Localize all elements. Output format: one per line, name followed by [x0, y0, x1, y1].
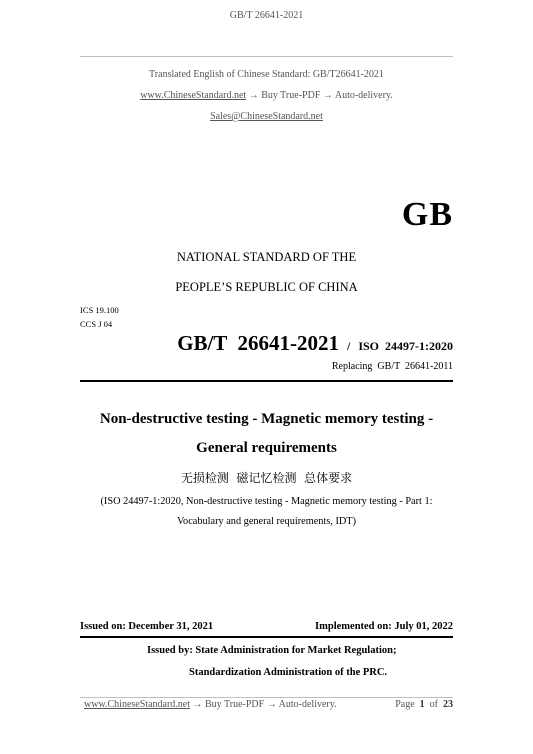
email-link[interactable]: Sales@ChineseStandard.net	[210, 111, 323, 122]
email-line	[0, 111, 533, 122]
std-slash: /	[346, 339, 351, 353]
std-number: GB/T 26641-2021	[177, 331, 339, 355]
page-indicator	[395, 699, 453, 710]
page-current: 1	[419, 699, 425, 710]
issued-by-line-2: Standardization Administration of the PRC.	[189, 667, 388, 678]
auto-delivery-text: Auto-delivery.	[334, 90, 393, 101]
issued-by-line-1: Issued by: State Administration for Market Regulation;	[147, 645, 397, 656]
page-label: Page	[395, 699, 415, 710]
footer-site-link[interactable]: www.ChineseStandard.net	[84, 699, 190, 710]
footer-divider	[80, 697, 453, 698]
ics-code: ICS 19.100	[80, 305, 119, 315]
title-line-1: Non-destructive testing - Magnetic memory testing -	[99, 411, 434, 427]
header-divider	[80, 56, 453, 57]
footer-links	[84, 699, 337, 710]
arrow-icon: →	[266, 699, 277, 710]
banner-links	[0, 90, 533, 101]
issued-on-date: Issued on: December 31, 2021	[80, 621, 214, 632]
iso-reference-line-1: (ISO 24497-1:2020, Non-destructive testing - Magnetic memory testing - Part 1:	[100, 496, 433, 507]
iso-reference-line-2: Vocabulary and general requirements, IDT)	[176, 516, 357, 527]
title-rule	[80, 380, 453, 382]
page-total: 23	[443, 699, 453, 710]
implemented-on-date: Implemented on: July 01, 2022	[315, 621, 453, 632]
site-link[interactable]: www.ChineseStandard.net	[140, 90, 247, 101]
national-line-1: NATIONAL STANDARD OF THE	[176, 250, 357, 264]
standard-number-line	[177, 331, 453, 356]
replacing-note: Replacing GB/T 26641-2011	[331, 361, 453, 372]
dates-rule	[80, 636, 453, 638]
page-of: of	[429, 699, 438, 710]
national-line-2: PEOPLE’S REPUBLIC OF CHINA	[175, 280, 358, 294]
title-line-2: General requirements	[196, 440, 337, 456]
arrow-icon: →	[322, 90, 333, 101]
gb-logo: GB	[401, 196, 453, 233]
arrow-icon: →	[192, 699, 203, 710]
auto-delivery-text: Auto-delivery.	[278, 699, 337, 710]
translated-line: Translated English of Chinese Standard: GB/T26641-2021	[149, 69, 384, 80]
arrow-icon: →	[248, 90, 259, 101]
running-header: GB/T 26641-2021	[229, 10, 304, 21]
buy-true-pdf-text: Buy True-PDF	[205, 699, 265, 710]
iso-number: ISO 24497-1:2020	[358, 339, 453, 353]
chinese-title: 无损检测 磁记忆检测 总体要求	[180, 471, 353, 485]
buy-true-pdf-text: Buy True-PDF	[261, 90, 321, 101]
ccs-code: CCS J 04	[80, 319, 113, 329]
